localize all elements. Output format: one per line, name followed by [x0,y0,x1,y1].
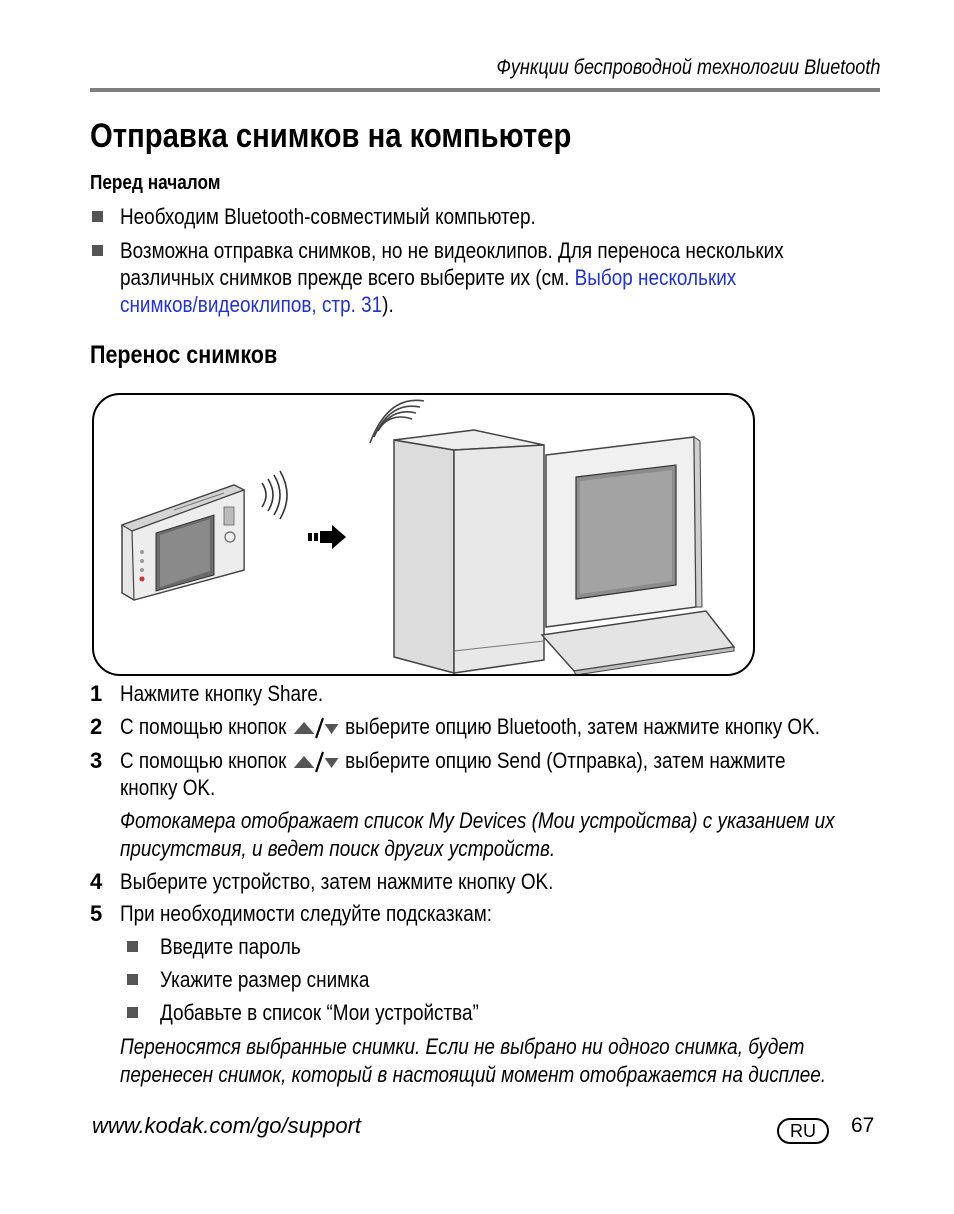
running-header: Функции беспроводной технологии Bluetooth [496,56,880,79]
step-number: 1 [90,681,103,706]
step-number: 4 [90,869,103,894]
before-heading: Перед началом [90,172,221,194]
step-3-text-c: кнопку OK. [120,775,216,800]
monitor-icon [546,437,702,627]
wireless-waves-icon [262,471,287,519]
up-down-buttons-icon [292,750,340,774]
step-number: 5 [90,901,103,926]
step-1-text: Нажмите кнопку Share. [120,681,324,706]
link-select-multiple-page[interactable]: снимков/видеоклипов, стр. 31 [120,292,383,317]
sub-bullet-size: Укажите размер снимка [160,967,370,992]
bullet-icon [127,974,138,985]
note-2-line-1: Переносятся выбранные снимки. Если не выбрано ни одного снимка, будет [120,1034,805,1059]
header-rule [90,88,880,92]
before-bullet-2-line-1: Возможна отправка снимков, но не видеоклипов. Для переноса нескольких [120,238,784,263]
bullet-icon [92,245,103,256]
transfer-arrow-icon [308,525,346,549]
step-2-text [120,714,820,740]
step-3-text-b: выберите опцию Send (Отправка), затем нажмите [345,748,786,773]
computer-tower-icon [394,430,544,673]
bullet-icon [127,1007,138,1018]
sub-bullet-password: Введите пароль [160,934,301,959]
before-bullet-1: Необходим Bluetooth-совместимый компьютер. [120,204,536,229]
before-bullet-2-line-2 [120,265,736,291]
camera-icon [122,485,244,600]
note-1-line-2: присутствия, и ведет поиск других устройств. [120,836,556,861]
step-3-text-a: С помощью кнопок [120,748,287,773]
page-number: 67 [851,1114,875,1137]
before-bullet-2-end: ). [382,292,394,317]
step-number: 2 [90,714,103,739]
step-4-text: Выберите устройство, затем нажмите кнопку OK. [120,869,554,894]
language-badge: RU [777,1118,829,1144]
before-bullet-2-text: различных снимков прежде всего выберите их (см. [120,265,575,290]
bullet-icon [127,941,138,952]
before-bullet-2-line-3 [120,292,394,318]
step-3-text [120,748,786,774]
transfer-illustration [92,393,755,676]
note-2-line-2: перенесен снимок, который в настоящий момент отображается на дисплее. [120,1062,827,1087]
bullet-icon [92,211,103,222]
step-2-text-b: выберите опцию Bluetooth, затем нажмите кнопку OK. [345,714,821,739]
note-1-line-1: Фотокамера отображает список My Devices (Мои устройства) с указанием их [120,808,835,833]
step-2-text-a: С помощью кнопок [120,714,287,739]
up-down-buttons-icon [292,716,340,740]
sub-bullet-add-device: Добавьте в список “Мои устройства” [160,1000,479,1025]
page-title: Отправка снимков на компьютер [90,117,572,155]
link-select-multiple[interactable]: Выбор нескольких [574,265,737,290]
camera-to-computer-illustration [94,395,755,676]
step-5-text: При необходимости следуйте подсказкам: [120,901,493,926]
footer-support-url[interactable]: www.kodak.com/go/support [92,1113,362,1138]
transfer-heading: Перенос снимков [90,341,278,369]
step-number: 3 [90,748,103,773]
